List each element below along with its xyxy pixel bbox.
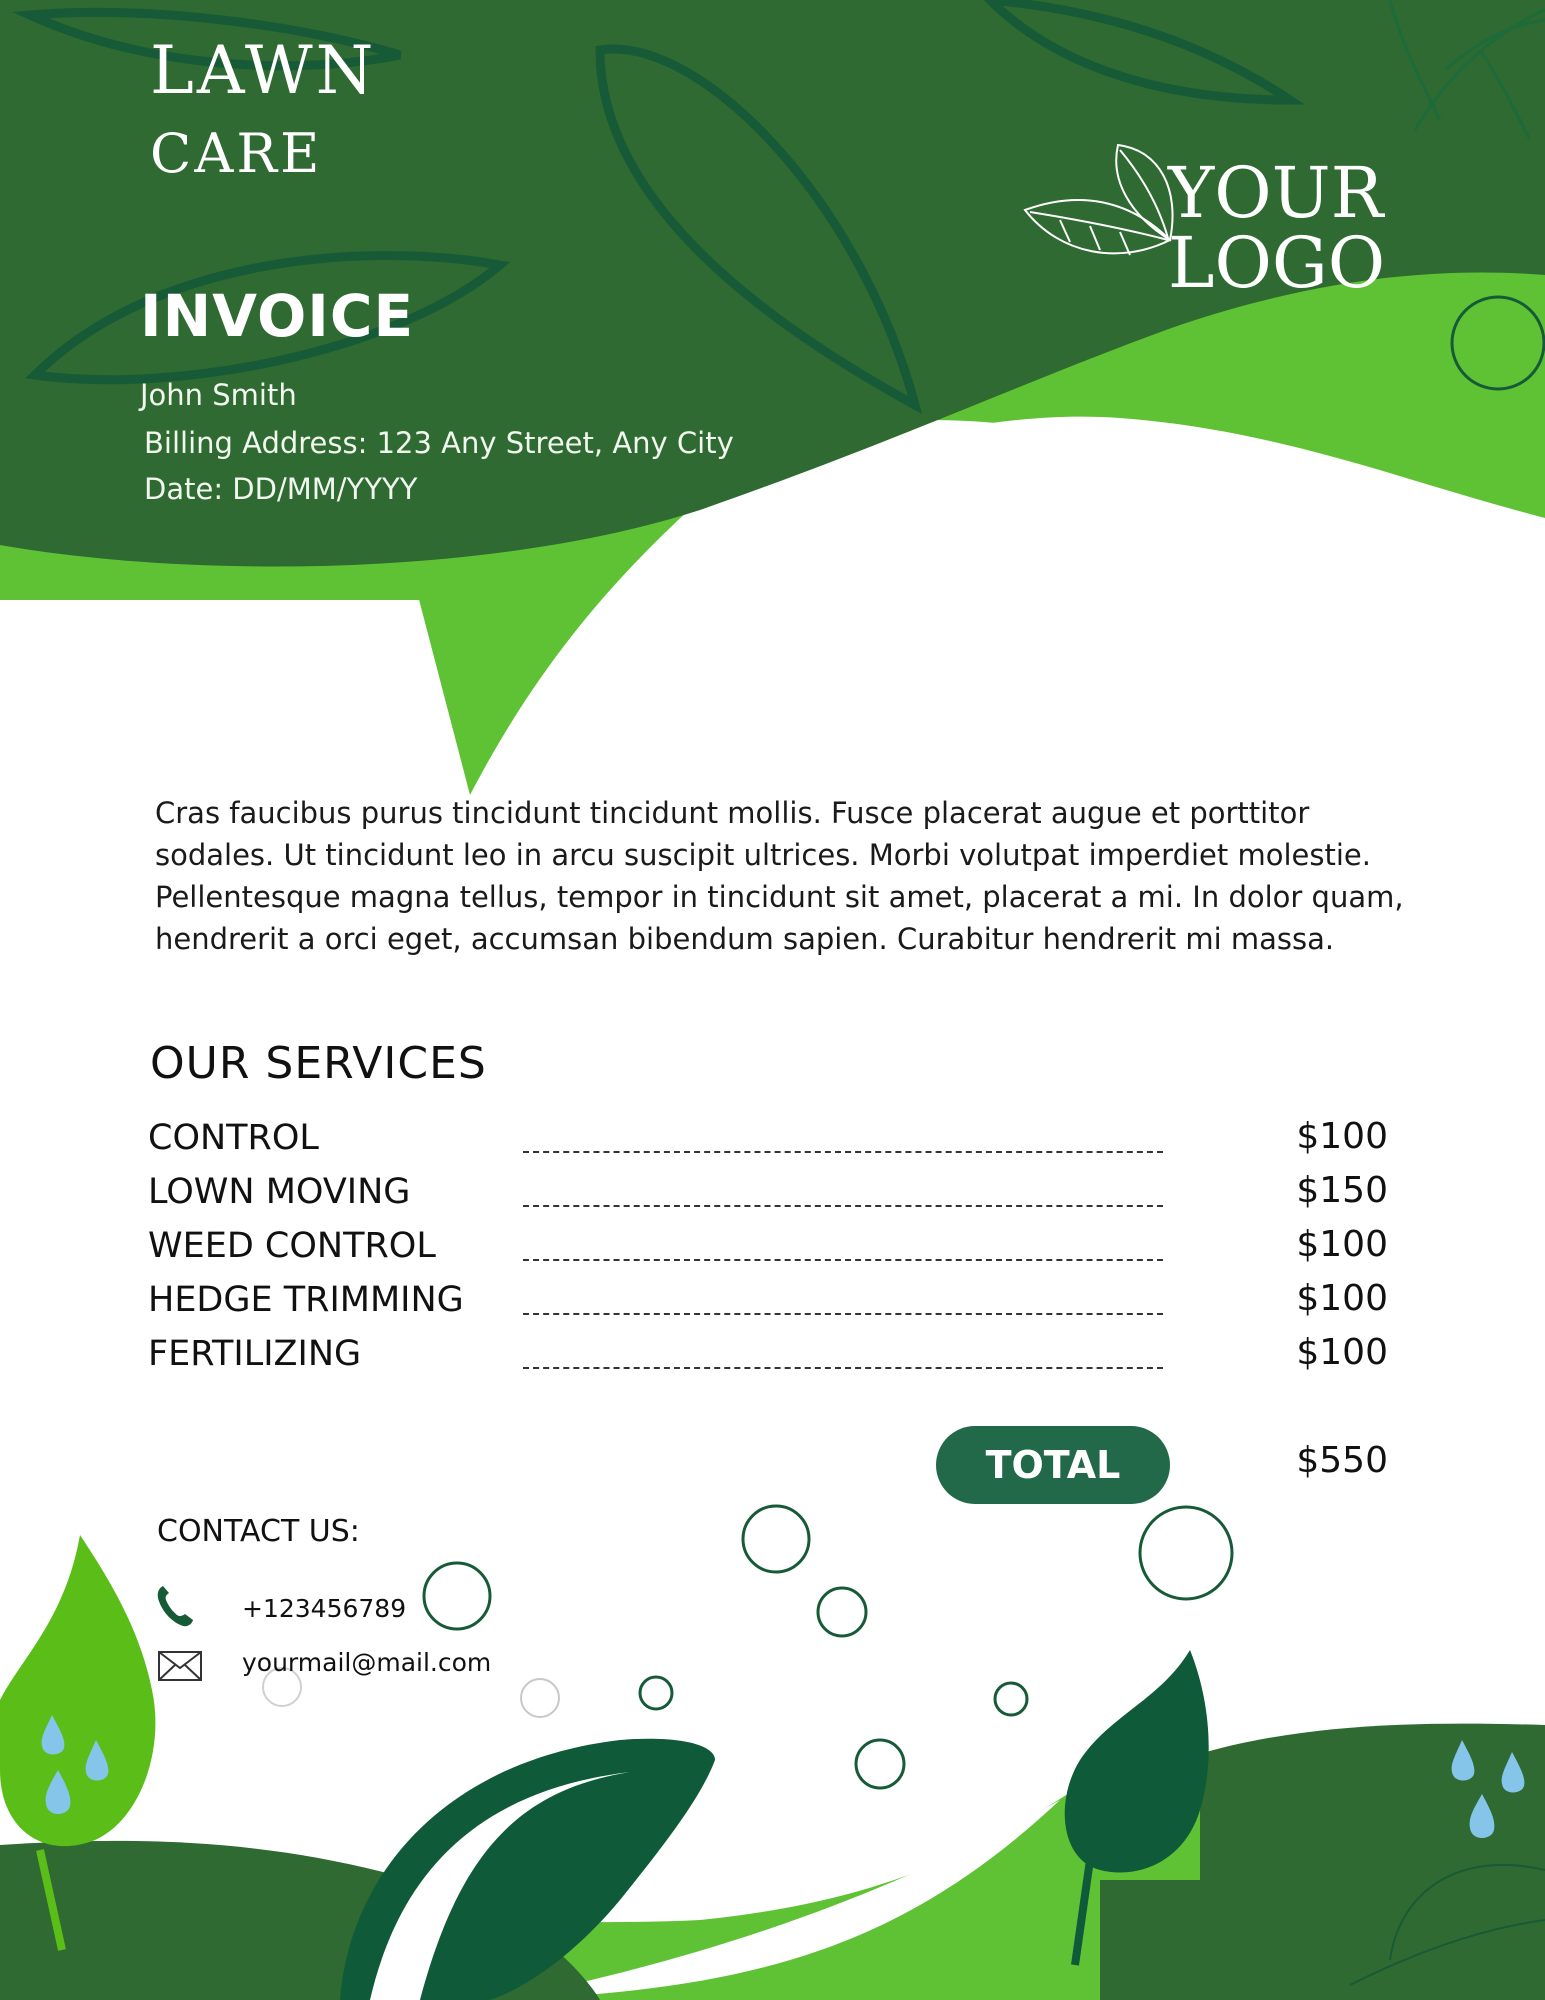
service-name: FERTILIZING: [148, 1334, 362, 1374]
total-value: $550: [1296, 1440, 1388, 1481]
mail-icon: [157, 1650, 203, 1682]
service-row: [148, 1280, 1388, 1330]
billing-address: Billing Address: 123 Any Street, Any City: [144, 426, 734, 460]
service-price: $100: [1296, 1224, 1388, 1265]
bubbles: [263, 1506, 1232, 1788]
service-price: $100: [1296, 1278, 1388, 1319]
invoice-date: Date: DD/MM/YYYY: [144, 472, 418, 506]
brand-line-1: LAWN: [150, 32, 377, 109]
service-row: [148, 1118, 1388, 1168]
contact-heading: CONTACT US:: [157, 1514, 360, 1549]
client-name: John Smith: [140, 378, 297, 412]
service-price: $100: [1296, 1116, 1388, 1157]
dotted-leader: [523, 1205, 1163, 1207]
services-heading: OUR SERVICES: [150, 1038, 487, 1089]
intro-paragraph: Cras faucibus purus tincidunt tincidunt mollis. Fusce placerat augue et porttitor sodales. Ut tincidunt leo in arcu suscipit ultrices. Morbi volutpat imperdiet molestie. Pellentesque magna tellus, tempor in tincidunt sit amet, placerat a mi. In dolor quam, hendrerit a orci eget, accumsan bibendum sapien. Curabitur hendrerit mi massa.: [155, 796, 1404, 956]
dotted-leader: [523, 1313, 1163, 1315]
service-name: LOWN MOVING: [148, 1172, 411, 1212]
dotted-leader: [523, 1151, 1163, 1153]
service-price: $100: [1296, 1332, 1388, 1373]
service-name: CONTROL: [148, 1118, 319, 1158]
phone-icon: [155, 1584, 195, 1628]
brand-line-2: CARE: [150, 122, 323, 185]
invoice-title: INVOICE: [140, 282, 415, 350]
logo-line-2: LOGO: [1168, 222, 1386, 304]
service-name: HEDGE TRIMMING: [148, 1280, 464, 1320]
service-row: [148, 1172, 1388, 1222]
email-address[interactable]: yourmail@mail.com: [242, 1648, 492, 1677]
service-name: WEED CONTROL: [148, 1226, 436, 1266]
green-leaf: [0, 1535, 155, 1846]
service-row: [148, 1226, 1388, 1276]
dotted-leader: [523, 1259, 1163, 1261]
dark-strip: [1100, 1880, 1545, 2000]
logo-line-1: YOUR: [1168, 152, 1384, 234]
phone-number[interactable]: +123456789: [242, 1594, 407, 1623]
total-label: TOTAL: [936, 1426, 1170, 1504]
service-price: $150: [1296, 1170, 1388, 1211]
dotted-leader: [523, 1367, 1163, 1369]
service-row: [148, 1334, 1388, 1384]
